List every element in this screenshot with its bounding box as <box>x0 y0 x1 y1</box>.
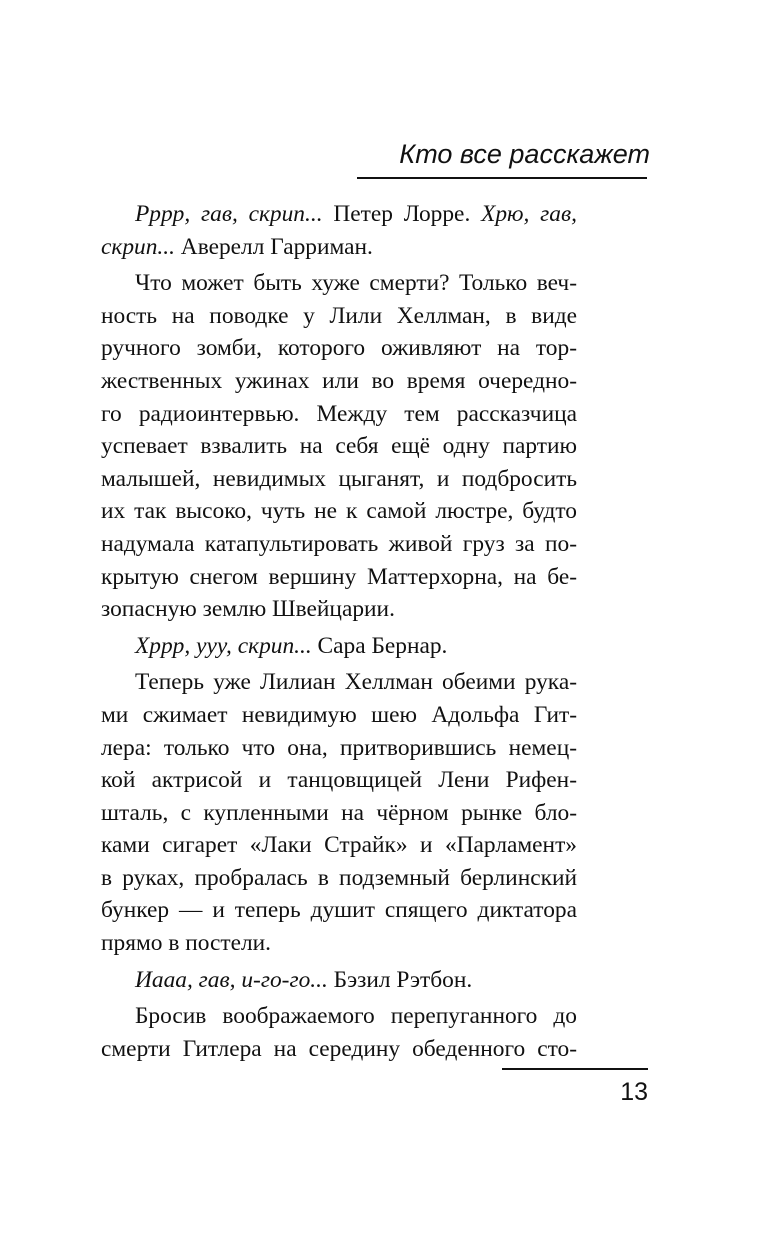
text-run: Сара Бернар. <box>311 632 448 659</box>
text-line <box>101 764 577 797</box>
paragraph <box>101 1000 577 1065</box>
running-title: Кто все расскажет <box>399 139 650 169</box>
italic-text: Хррр, ууу, скрип... <box>135 632 312 659</box>
italic-text: Иааа, гав, и-го-го... <box>135 966 328 993</box>
text-run: Петер Лорре. <box>322 201 482 227</box>
text-run: Теперь уже Лилиан Хеллман обеими рука- <box>135 669 577 696</box>
text-run: зопасную землю Швейцарии. <box>101 596 395 623</box>
footer-rule <box>502 1068 648 1070</box>
text-run: их так высоко, чуть не к самой люстре, будто <box>101 498 577 525</box>
text-line <box>101 1000 577 1033</box>
text-run: ками сигарет «Лаки Страйк» и «Парламент» <box>101 832 577 859</box>
text-line <box>101 666 577 699</box>
text-line <box>101 430 577 463</box>
paragraph <box>101 964 577 997</box>
text-run: малышей, невидимых цыганят, и подбросить <box>101 465 577 492</box>
text-run: в руках, пробралась в подземный берлинский <box>101 864 577 891</box>
text-run: надумала катапультировать живой груз за по- <box>101 530 577 557</box>
paragraph <box>101 666 577 959</box>
text-run: Что может быть хуже смерти? Только веч- <box>135 270 577 297</box>
paragraph <box>101 267 577 626</box>
text-run: успевает взвалить на себя ещё одну партию <box>101 433 577 460</box>
text-line <box>101 528 577 561</box>
text-line <box>101 463 577 496</box>
text-run: прямо в постели. <box>101 930 272 957</box>
text-line <box>101 927 577 960</box>
text-line <box>101 365 577 398</box>
text-run: смерти Гитлера на середину обеденного сто- <box>101 1035 577 1062</box>
text-line <box>101 300 577 333</box>
text-line <box>101 862 577 895</box>
text-line <box>101 398 577 431</box>
text-run: Аверелл Гарриман. <box>174 233 373 260</box>
header-rule <box>357 177 647 179</box>
body-text <box>101 198 577 1065</box>
text-run: шталь, с купленными на чёрном рынке бло- <box>101 799 577 826</box>
text-line <box>101 495 577 528</box>
text-line <box>101 964 577 997</box>
text-line <box>101 332 577 365</box>
italic-text: скрип... <box>101 233 175 260</box>
text-line <box>101 1033 577 1066</box>
text-run: бункер — и теперь душит спящего диктатора <box>101 897 577 924</box>
text-line <box>101 732 577 765</box>
text-line <box>101 797 577 830</box>
text-run: ми сжимает невидимую шею Адольфа Гит- <box>101 701 577 728</box>
text-run: ность на поводке у Лили Хеллман, в виде <box>101 302 577 329</box>
text-run: ручного зомби, которого оживляют на тор- <box>101 335 577 362</box>
italic-text: Рррр, гав, скрип... <box>135 201 323 227</box>
text-run: го радиоинтервью. Между тем рассказчица <box>101 400 577 427</box>
page-number: 13 <box>620 1078 648 1106</box>
text-run: кой актрисой и танцовщицей Лени Рифен- <box>101 767 577 794</box>
text-run: Бросив воображаемого перепуганного до <box>135 1003 577 1030</box>
text-run: жественных ужинах или во время очередно- <box>101 367 577 394</box>
text-line <box>101 593 577 626</box>
text-line <box>101 829 577 862</box>
italic-text: Хрю, гав, <box>481 201 578 227</box>
text-line <box>101 699 577 732</box>
text-line <box>101 894 577 927</box>
text-line <box>101 267 577 300</box>
text-run: Бэзил Рэтбон. <box>327 966 473 993</box>
text-line <box>101 231 577 264</box>
paragraph <box>101 198 577 263</box>
text-run: крытую снегом вершину Маттерхорна, на бе- <box>101 563 577 590</box>
paragraph <box>101 630 577 663</box>
text-line <box>101 561 577 594</box>
text-line <box>101 630 577 663</box>
text-run: лера: только что она, притворившись немец- <box>101 734 577 761</box>
text-line <box>101 198 577 231</box>
